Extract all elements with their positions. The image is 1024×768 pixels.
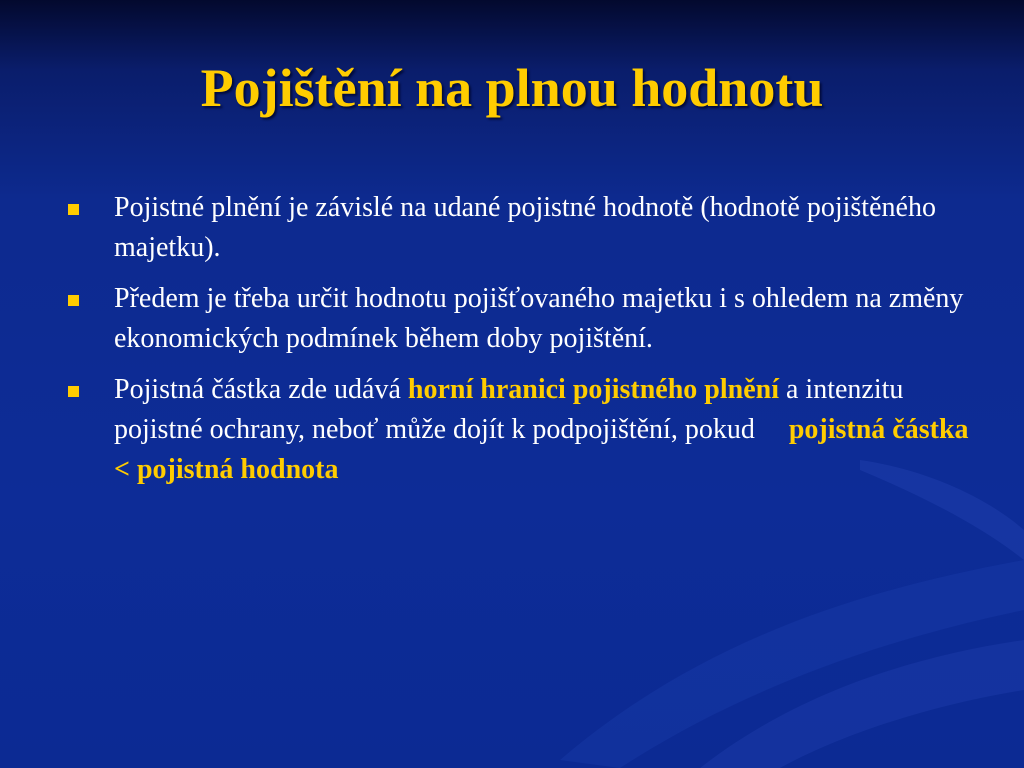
bullet-text-part: a intenzitu pojistné ochrany, neboť může dojít k podpojištění, pokud — [114, 374, 904, 445]
bullet-text: Předem je třeba určit hodnotu pojišťovaného majetku i s ohledem na změny ekonomických podmínek během doby pojištění. — [114, 283, 964, 354]
bullet-item — [60, 370, 970, 490]
square-bullet-icon — [68, 386, 79, 397]
bullet-item — [60, 188, 970, 268]
bullet-list — [60, 188, 970, 501]
slide-title: Pojištění na plnou hodnotu — [200, 58, 824, 118]
square-bullet-icon — [68, 204, 79, 215]
bullet-item — [60, 279, 970, 359]
highlighted-text-underinsurance-condition: pojistná částka < pojistná hodnota — [114, 414, 969, 485]
bullet-text: Pojistné plnění je závislé na udané pojistné hodnotě (hodnotě pojištěného majetku). — [114, 192, 936, 263]
square-bullet-icon — [68, 295, 79, 306]
highlighted-text-upper-limit: horní hranici pojistného plnění — [407, 374, 779, 405]
bullet-text-part: Pojistná částka zde udává — [114, 374, 408, 405]
